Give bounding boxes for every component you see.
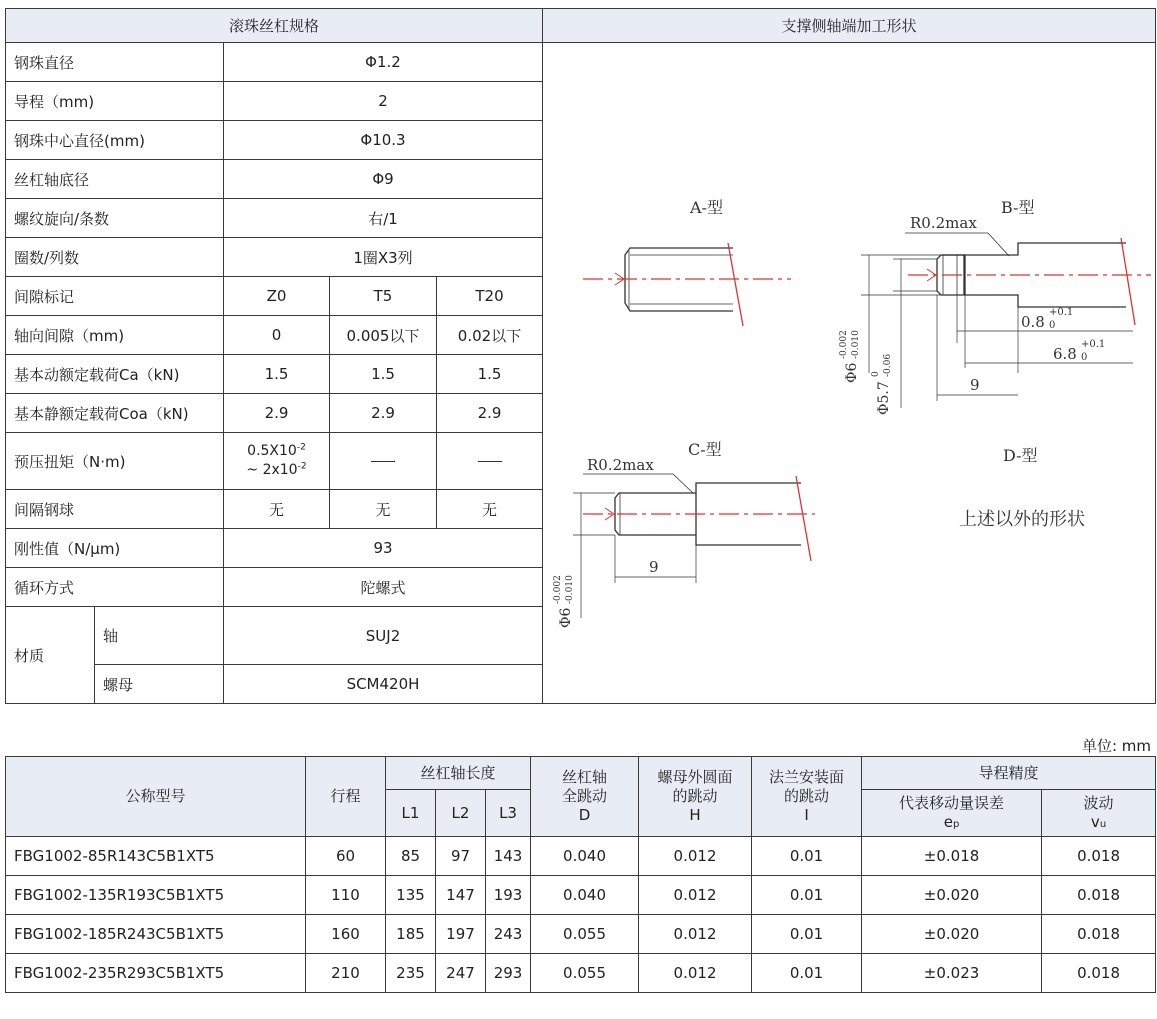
header-stroke: 行程	[306, 757, 386, 837]
b-r-label: R0.2max	[910, 214, 977, 232]
shaft-end-drawing	[543, 43, 1156, 703]
d-type-label: D-型	[1003, 446, 1038, 465]
cell-d: 0.055	[531, 954, 639, 993]
spec-left-title: 滚珠丝杠规格	[6, 9, 543, 43]
axial-clearance-z0: 0	[224, 316, 330, 355]
header-l3: L3	[486, 790, 531, 837]
b-dia2: Φ5.7	[876, 381, 892, 415]
header-runout-h-2: 的跳动	[672, 787, 718, 806]
clearance-mark-t5: T5	[330, 277, 437, 316]
cell-stroke: 110	[306, 876, 386, 915]
axial-clearance-label: 轴向间隙（mm)	[6, 316, 224, 355]
cell-l3: 143	[486, 837, 531, 876]
c-r-label: R0.2max	[587, 456, 654, 474]
spacer-label: 间隔钢球	[6, 490, 224, 529]
stiffness-label: 刚性值（N/μm)	[6, 529, 224, 568]
dynamic-load-z0: 1.5	[224, 355, 330, 394]
header-runout-i-3: I	[804, 805, 809, 824]
dash-icon	[478, 461, 502, 462]
b-type-drawing	[839, 198, 1151, 415]
material-shaft-label: 轴	[95, 607, 224, 665]
header-vu-sub: u	[1099, 819, 1107, 830]
cell-vu: 0.018	[1042, 915, 1156, 954]
spacer-t20: 无	[437, 490, 543, 529]
clearance-mark-label: 间隙标记	[6, 277, 224, 316]
header-ep-1: 代表移动量误差	[899, 794, 1005, 813]
header-ep	[862, 790, 1042, 837]
dash-icon	[371, 461, 395, 462]
cell-stroke: 210	[306, 954, 386, 993]
lead-value: 2	[224, 82, 543, 121]
preload-t20	[437, 433, 543, 490]
header-runout-d-3: D	[578, 805, 591, 824]
clearance-mark-z0: Z0	[224, 277, 330, 316]
cell-h: 0.012	[639, 915, 752, 954]
cell-ep: ±0.020	[862, 915, 1042, 954]
c-dia: Φ6	[558, 607, 574, 628]
cell-l3: 243	[486, 915, 531, 954]
a-type-label: A-型	[690, 198, 723, 217]
static-load-label: 基本静额定载荷Coa（kN)	[6, 394, 224, 433]
preload-label: 预压扭矩（N·m)	[6, 433, 224, 490]
header-accuracy: 导程精度	[862, 757, 1156, 790]
header-model: 公称型号	[6, 757, 306, 837]
cell-l1: 185	[386, 915, 436, 954]
pcd-label: 钢珠中心直径(mm)	[6, 121, 224, 160]
cell-ep: ±0.023	[862, 954, 1042, 993]
header-ep-2: e	[943, 813, 953, 831]
material-shaft-value: SUJ2	[224, 607, 543, 665]
header-runout-h	[639, 757, 752, 837]
table-row	[6, 915, 1156, 954]
b-len: 9	[970, 376, 980, 394]
cell-vu: 0.018	[1042, 837, 1156, 876]
table-row	[6, 876, 1156, 915]
cell-h: 0.012	[639, 876, 752, 915]
header-runout-i-1: 法兰安装面	[769, 768, 845, 787]
root-dia-label: 丝杠轴底径	[6, 160, 224, 199]
dynamic-load-t5: 1.5	[330, 355, 437, 394]
thread-value: 右/1	[224, 199, 543, 238]
c-dia-tol-upper: -0.002	[553, 575, 563, 604]
b-dia2-tol-upper: 0	[871, 371, 881, 377]
cell-l2: 247	[436, 954, 486, 993]
b-dia1: Φ6	[844, 362, 860, 383]
b-type-label: B-型	[1001, 198, 1035, 217]
axial-clearance-t20: 0.02以下	[437, 316, 543, 355]
header-runout-d	[531, 757, 639, 837]
cell-d: 0.040	[531, 837, 639, 876]
dynamic-load-label: 基本动额定载荷Ca（kN)	[6, 355, 224, 394]
turns-value: 1圈X3列	[224, 238, 543, 277]
b-dim2-tol0: 0	[1081, 352, 1088, 363]
preload-z0	[224, 433, 330, 490]
cell-model: FBG1002-85R143C5B1XT5	[6, 837, 306, 876]
c-len: 9	[649, 558, 659, 576]
b-dim1-main: 0.8	[1021, 313, 1045, 331]
ball-dia-value: Φ1.2	[224, 43, 543, 82]
spacer-t5: 无	[330, 490, 437, 529]
a-type-drawing	[583, 198, 791, 326]
b-dim1-tol: +0.1	[1049, 307, 1074, 318]
unit-label: 单位: mm	[1081, 737, 1151, 755]
thread-label: 螺纹旋向/条数	[6, 199, 224, 238]
material-nut-label: 螺母	[95, 665, 224, 704]
cell-stroke: 60	[306, 837, 386, 876]
stiffness-value: 93	[224, 529, 543, 568]
cell-l1: 135	[386, 876, 436, 915]
header-runout-h-3: H	[689, 805, 701, 824]
header-length: 丝杠轴长度	[386, 757, 531, 790]
cell-model: FBG1002-185R243C5B1XT5	[6, 915, 306, 954]
b-dia1-tol-upper: -0.002	[839, 330, 849, 359]
header-runout-h-1: 螺母外圆面	[657, 768, 733, 787]
header-runout-i-2: 的跳动	[784, 787, 830, 806]
cell-i: 0.01	[752, 954, 862, 993]
cell-l3: 293	[486, 954, 531, 993]
preload-exp1: -2	[296, 442, 306, 453]
header-l1: L1	[386, 790, 436, 837]
cell-d: 0.055	[531, 915, 639, 954]
cell-h: 0.012	[639, 954, 752, 993]
c-type-label: C-型	[688, 440, 722, 459]
cell-stroke: 160	[306, 915, 386, 954]
circulation-value: 陀螺式	[224, 568, 543, 607]
ball-dia-label: 钢珠直径	[6, 43, 224, 82]
circulation-label: 循环方式	[6, 568, 224, 607]
cell-l2: 97	[436, 837, 486, 876]
lead-label: 导程（mm)	[6, 82, 224, 121]
header-vu	[1042, 790, 1156, 837]
d-type-drawing	[959, 446, 1085, 530]
pcd-value: Φ10.3	[224, 121, 543, 160]
spec-right-title: 支撑侧轴端加工形状	[543, 9, 1156, 43]
header-runout-i	[752, 757, 862, 837]
shaft-end-drawing-cell	[543, 43, 1156, 704]
cell-l3: 193	[486, 876, 531, 915]
d-type-desc: 上述以外的形状	[959, 509, 1085, 530]
spec-table	[5, 8, 1156, 704]
b-dim2-tol: +0.1	[1081, 339, 1106, 350]
b-dim2-main: 6.8	[1053, 345, 1077, 363]
cell-i: 0.01	[752, 915, 862, 954]
cell-h: 0.012	[639, 837, 752, 876]
static-load-z0: 2.9	[224, 394, 330, 433]
table-row	[6, 954, 1156, 993]
cell-ep: ±0.018	[862, 837, 1042, 876]
cell-l2: 147	[436, 876, 486, 915]
header-runout-d-2: 全跳动	[562, 787, 608, 806]
cell-i: 0.01	[752, 876, 862, 915]
b-dim1-tol0: 0	[1049, 320, 1056, 331]
cell-vu: 0.018	[1042, 876, 1156, 915]
static-load-t5: 2.9	[330, 394, 437, 433]
preload-line1: 0.5X10	[247, 443, 297, 460]
header-l2: L2	[436, 790, 486, 837]
header-vu-1: 波动	[1083, 794, 1114, 813]
header-ep-sub: p	[952, 819, 960, 830]
cell-d: 0.040	[531, 876, 639, 915]
c-dia-tol-lower: -0.010	[565, 575, 575, 604]
b-dia1-tol-lower: -0.010	[851, 330, 861, 359]
root-dia-value: Φ9	[224, 160, 543, 199]
cell-model: FBG1002-235R293C5B1XT5	[6, 954, 306, 993]
cell-l2: 197	[436, 915, 486, 954]
cell-ep: ±0.020	[862, 876, 1042, 915]
cell-vu: 0.018	[1042, 954, 1156, 993]
header-runout-d-1: 丝杠轴	[562, 768, 608, 787]
spacer-z0: 无	[224, 490, 330, 529]
cell-i: 0.01	[752, 837, 862, 876]
preload-line2: ~ 2x10	[246, 462, 298, 478]
table-row	[6, 837, 1156, 876]
cell-model: FBG1002-135R193C5B1XT5	[6, 876, 306, 915]
static-load-t20: 2.9	[437, 394, 543, 433]
dynamic-load-t20: 1.5	[437, 355, 543, 394]
preload-exp2: -2	[297, 461, 307, 472]
header-vu-2: v	[1090, 813, 1100, 831]
material-nut-value: SCM420H	[224, 665, 543, 704]
b-dia2-tol-lower: -0.06	[883, 353, 893, 377]
cell-l1: 235	[386, 954, 436, 993]
material-label: 材质	[6, 607, 95, 704]
turns-label: 圈数/列数	[6, 238, 224, 277]
axial-clearance-t5: 0.005以下	[330, 316, 437, 355]
c-type-drawing	[553, 440, 815, 628]
clearance-mark-t20: T20	[437, 277, 543, 316]
models-table	[5, 756, 1156, 993]
preload-t5	[330, 433, 437, 490]
cell-l1: 85	[386, 837, 436, 876]
